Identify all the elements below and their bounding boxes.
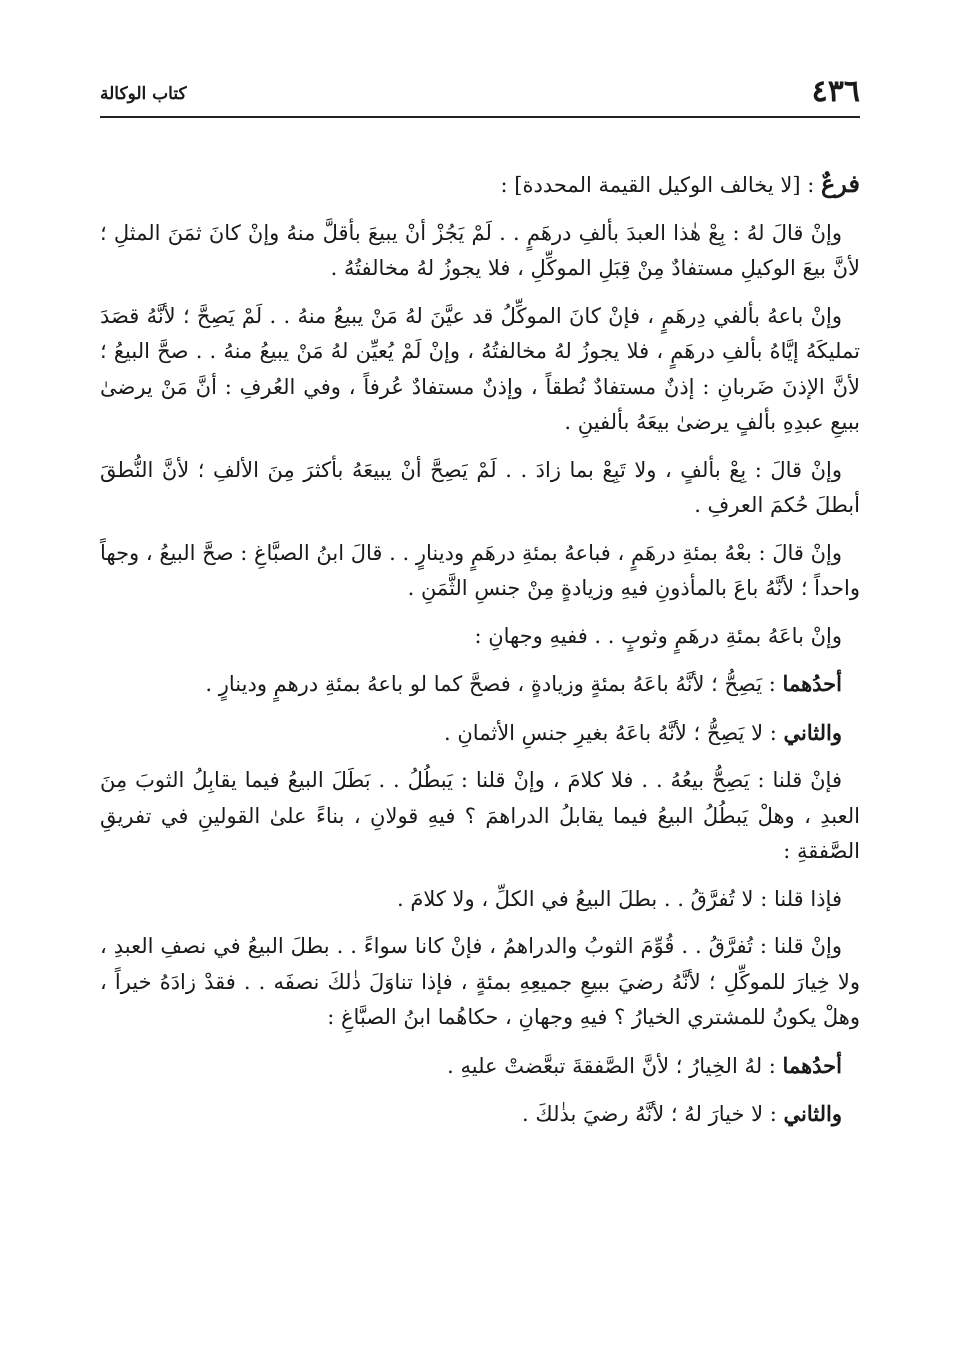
paragraph-text: : يَصِحُّ ؛ لأنَّهُ باعَهُ بمئةٍ وزيادةٍ ، فصحَّ كما لو باعهُ بمئةِ درهمٍ ودينارٍ . [205,672,783,696]
header-rule [100,116,860,118]
paragraph-lead: أحدُهما [782,1052,842,1078]
paragraph-text: وإنْ قالَ لهُ : بِعْ هٰذا العبدَ بألفِ درهَمٍ . . لَمْ يَجُزْ أنْ يبيعَ بأقلَّ منهُ وإنْ كانَ ثمَنَ المثلِ ؛ لأنَّ بيعَ الوكيلِ مستفادٌ مِنْ قِبَلِ الموكِّلِ ، فلا يجوزُ لهُ مخالفتُهُ . [100,220,860,280]
paragraph-text: : لا يَصِحُّ ؛ لأنَّهُ باعَهُ بغيرِ جنسِ الأثمانِ . [444,720,784,745]
section-heading [100,166,860,204]
page-number: ٤٣٦ [811,74,860,109]
heading-text: : [لا يخالف الوكيل القيمة المحددة] : [500,173,821,197]
running-header [100,74,860,112]
paragraph-text: : لهُ الخِيارُ ؛ لأنَّ الصَّفقةَ تبعَّضتْ عليهِ . [447,1053,783,1078]
paragraph [100,299,860,441]
paragraph-lead: والثاني [783,719,842,745]
paragraph-lead: أحدُهما [782,671,842,696]
paragraph-text: فإنْ قلنا : يَصِحُّ بيعُهُ . . فلا كلامَ ، وإنْ قلنا : يَبطُلُ . . بَطَلَ البيعُ فيما يقابِلُ الثوبَ مِنَ العبدِ ، وهلْ يَبطُلُ البيعُ فيما يقابلُ الدراهمَ ؟ فيهِ قولانِ ، بناءً علىٰ القولينِ في تفريقِ الصَّفقةِ : [100,768,860,863]
paragraph-text: فإذا قلنا : لا تُفرَّقُ . . بطلَ البيعُ في الكلِّ ، ولا كلامَ . [397,886,842,911]
paragraph-text: وإنْ باعَهُ بمئةِ درهَمٍ وثوبٍ . . ففيهِ وجهانِ : [474,623,842,648]
heading-lead: فرعٌ [820,169,860,198]
paragraph [100,619,860,655]
paragraph [100,715,860,752]
paragraph [100,929,860,1036]
paragraph-text: وإنْ باعهُ بألفي دِرهَمٍ ، فإنْ كانَ الموكِّلُ قد عيَّنَ لهُ مَنْ يبيعُ منهُ . . لَمْ يَصِحَّ ؛ لأنَّهُ قصَدَ تمليكَهُ إيَّاهُ بألفِ درهَمٍ ، فلا يجوزُ لهُ مخالفتُهُ ، وإنْ لَمْ يُعيِّن لهُ مَنْ يبيعُ منهُ . . صحَّ البيعُ ؛ لأنَّ الإذنَ ضَربانِ : إذنٌ مستفادٌ نُطقاً ، وإذنٌ مستفادٌ عُرفاً ، وفي العُرفِ : أنَّ مَنْ يرضىٰ ببيعِ عبدِهِ بألفٍ يرضىٰ بيعَهُ بألفينِ . [100,303,860,434]
paragraph-text: وإنْ قالَ : بعْهُ بمئةِ درهَمٍ ، فباعهُ بمئةِ درهَمٍ ودينارٍ . . قالَ ابنُ الصبَّاغِ : صحَّ البيعُ ، وجهاً واحداً ؛ لأنَّهُ باعَ بالمأذونِ فيهِ وزيادةٍ مِنْ جنسِ الثَّمَنِ . [100,540,860,600]
paragraph-text: : لا خيارَ لهُ ؛ لأنَّهُ رضيَ بذٰلكَ . [522,1102,784,1126]
paragraph-lead: والثاني [783,1101,842,1126]
paragraph-text: وإنْ قالَ : بِعْ بألفٍ ، ولا تَبِعْ بما زادَ . . لَمْ يَصِحَّ أنْ يبيعَهُ بأكثرَ مِنَ الألفِ ؛ لأنَّ النُّطقَ أبطلَ حُكمَ العرفِ . [100,457,860,517]
paragraph [100,216,860,287]
paragraph [100,666,860,703]
paragraph [100,1048,860,1085]
paragraph [100,882,860,918]
paragraph [100,453,860,524]
book-title: كتاب الوكالة [100,84,187,104]
paragraph [100,1096,860,1133]
paragraph [100,763,860,870]
paragraph [100,536,860,607]
paragraph-text: وإنْ قلنا : تُفرَّقُ . . قُوِّمَ الثوبُ والدراهمُ ، فإنْ كانا سواءً . . بطلَ البيعُ في نصفِ العبدِ ، ولا خِيارَ للموكِّلِ ؛ لأنَّهُ رضيَ ببيعِ جميعِهِ بمئةٍ ، فإذا تناوَلَ ذٰلكَ نصفَه . . فقدْ زادَهُ خيراً ، وهلْ يكونُ للمشتري الخيارُ ؟ فيهِ وجهانِ ، حكاهُما ابنُ الصبَّاغِ : [100,934,860,1029]
body-text [100,166,860,1145]
